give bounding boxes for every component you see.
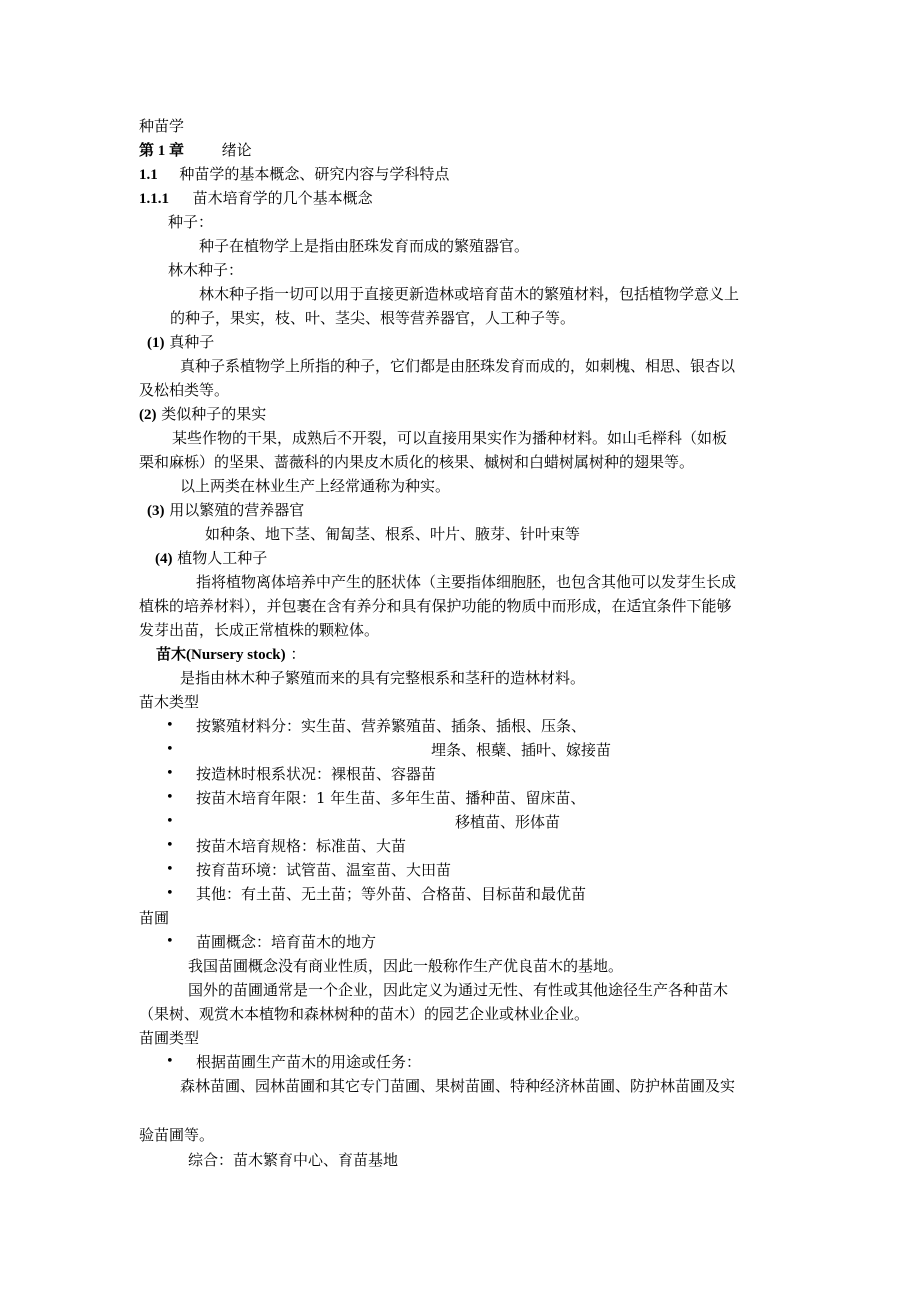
chapter-heading (139, 138, 252, 162)
item-2-text-line2: 栗和麻栎）的坚果、蔷薇科的内果皮木质化的核果、槭树和白蜡树属树种的翅果等。 (139, 453, 695, 471)
nursery-types-text-line1: 森林苗圃、园林苗圃和其它专门苗圃、果树苗圃、特种经济林苗圃、防护林苗圃及实 (180, 1077, 736, 1095)
seedling-types-heading: 苗木类型 (139, 693, 200, 711)
nursery-foreign-text-line2: （果树、观赏木本植物和森林树种的苗木）的园艺企业或林业企业。 (139, 1005, 590, 1023)
nursery-summary: 综合：苗木繁育中心、育苗基地 (188, 1151, 399, 1169)
item-4-title: 植物人工种子 (177, 549, 268, 567)
item-2-title: 类似种子的果实 (161, 405, 267, 423)
nursery-china-text: 我国苗圃概念没有商业性质，因此一般称作生产优良苗木的基地。 (188, 957, 624, 975)
list-item: 按苗木培育年限：1 年生苗、多年生苗、播种苗、留床苗、 (196, 789, 586, 807)
item-1-text-line1: 真种子系植物学上所指的种子，它们都是由胚珠发育而成的，如刺槐、相思、银杏以 (180, 357, 736, 375)
item-3-text-line1: 如种条、地下茎、匍匐茎、根系、叶片、腋芽、针叶束等 (205, 525, 581, 543)
bullet-icon: • (166, 934, 174, 949)
item-1-number: (1) (147, 335, 165, 351)
item-2-text-line3: 以上两类在林业生产上经常通称为种实。 (180, 477, 451, 495)
chapter-number: 第 1 章 (139, 143, 185, 159)
item-2-heading (139, 402, 266, 426)
section-1-1-heading (139, 162, 449, 186)
forest-seed-definition-line1: 林木种子指一切可以用于直接更新造林或培育苗木的繁殖材料，包括植物学意义上 (199, 285, 740, 303)
item-2-text-line1: 某些作物的干果，成熟后不开裂，可以直接用果实作为播种材料。如山毛榉科（如板 (172, 429, 728, 447)
list-item: 按育苗环境：试管苗、温室苗、大田苗 (196, 861, 452, 879)
forest-seed-definition-line2: 的种子，果实，枝、叶、茎尖、根等营养器官，人工种子等。 (170, 309, 576, 327)
item-3-number: (3) (147, 503, 165, 519)
bullet-icon: • (166, 742, 174, 757)
nursery-heading: 苗圃 (139, 909, 170, 927)
nursery-stock-label (156, 642, 305, 666)
item-2-number: (2) (139, 407, 157, 423)
bullet-icon: • (166, 1054, 174, 1069)
subsection-title: 苗木培育学的几个基本概念 (192, 189, 373, 207)
section-number: 1.1 (139, 167, 158, 183)
nursery-stock-colon: ： (290, 645, 306, 663)
item-4-text-line2: 植株的培养材料），并包裹在含有养分和具有保护功能的物质中而形成，在适宜条件下能够 (139, 597, 732, 615)
item-4-text-line3: 发芽出苗，长成正常植株的颗粒体。 (139, 621, 380, 639)
list-item: 按苗木培育规格：标准苗、大苗 (196, 837, 407, 855)
nursery-concept: 苗圃概念：培育苗木的地方 (196, 933, 377, 951)
item-3-title: 用以繁殖的营养器官 (169, 501, 305, 519)
item-4-number: (4) (155, 551, 173, 567)
item-4-text-line1: 指将植物离体培养中产生的胚状体（主要指体细胞胚，也包含其他可以发芽生长成 (196, 573, 737, 591)
bullet-icon: • (166, 838, 174, 853)
item-1-heading (147, 330, 214, 354)
nursery-types-text-line2: 验苗圃等。 (139, 1126, 215, 1144)
item-1-text-line2: 及松柏类等。 (139, 381, 230, 399)
list-item: 按造林时根系状况：裸根苗、容器苗 (196, 765, 437, 783)
list-item: 移植苗、形体苗 (455, 813, 561, 831)
item-4-heading (155, 546, 267, 570)
bullet-icon: • (166, 766, 174, 781)
nursery-types-bullet: 根据苗圃生产苗木的用途或任务： (196, 1053, 422, 1071)
list-item: 埋条、根蘖、插叶、嫁接苗 (431, 741, 612, 759)
nursery-foreign-text-line1: 国外的苗圃通常是一个企业，因此定义为通过无性、有性或其他途径生产各种苗木 (188, 981, 729, 999)
list-item: 其他：有土苗、无土苗；等外苗、合格苗、目标苗和最优苗 (196, 885, 587, 903)
nursery-stock-definition: 是指由林木种子繁殖而来的具有完整根系和茎秆的造林材料。 (180, 669, 586, 687)
nursery-stock-term: 苗木(Nursery stock) (156, 647, 286, 663)
nursery-types-heading: 苗圃类型 (139, 1029, 200, 1047)
section-title: 种苗学的基本概念、研究内容与学科特点 (179, 165, 450, 183)
bullet-icon: • (166, 862, 174, 877)
bullet-icon: • (166, 814, 174, 829)
seed-definition: 种子在植物学上是指由胚珠发育而成的繁殖器官。 (199, 237, 530, 255)
doc-title: 种苗学 (139, 117, 185, 135)
seed-label: 种子： (168, 213, 214, 231)
bullet-icon: • (166, 886, 174, 901)
bullet-icon: • (166, 790, 174, 805)
forest-seed-label: 林木种子： (168, 261, 244, 279)
list-item: 按繁殖材料分：实生苗、营养繁殖苗、插条、插根、压条、 (196, 717, 587, 735)
item-1-title: 真种子 (169, 333, 215, 351)
bullet-icon: • (166, 718, 174, 733)
section-1-1-1-heading (139, 186, 373, 210)
item-3-heading (147, 498, 304, 522)
subsection-number: 1.1.1 (139, 191, 169, 207)
chapter-title: 绪论 (221, 141, 252, 159)
